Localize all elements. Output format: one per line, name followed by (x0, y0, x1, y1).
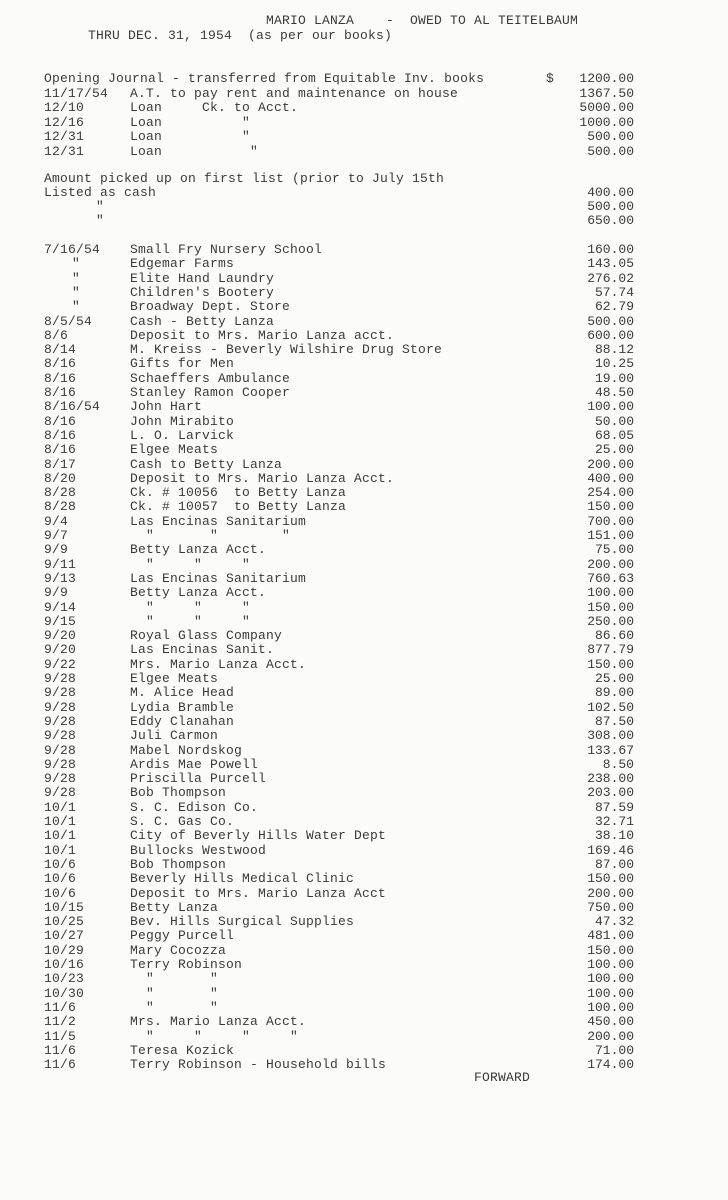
entry-date: 8/28 (44, 499, 77, 515)
entry-date: 7/16/54 (44, 242, 101, 257)
ditto-mark: " (96, 199, 105, 214)
entry-date: 9/22 (44, 656, 77, 672)
entry-amount: 100.00 (587, 399, 634, 415)
entry-amount: 143.05 (587, 256, 634, 272)
entry-date: 9/7 (44, 528, 69, 543)
entry-description: Lydia Bramble (130, 699, 235, 715)
entry-date: 8/16 (44, 356, 77, 372)
entry-amount: 32.71 (594, 814, 634, 829)
entry-date: 9/20 (44, 628, 77, 644)
entry-amount: 276.02 (587, 270, 634, 286)
entry-description: City of Beverly Hills Water Dept (130, 828, 387, 844)
entry-date: 10/1 (44, 828, 77, 844)
entry-amount: 150.00 (587, 499, 634, 515)
entry-amount: 48.50 (594, 385, 634, 400)
entry-description: Priscilla Purcell (130, 771, 267, 787)
entry-amount: 169.46 (587, 842, 634, 858)
entry-amount: 47.32 (594, 914, 634, 930)
entry-amount: 150.00 (587, 942, 634, 958)
entry-description: Ck. # 10057 to Betty Lanza (130, 499, 347, 515)
entry-date: 9/28 (44, 756, 77, 772)
section2-line2: Listed as cash (44, 185, 157, 200)
entry-description: S. C. Edison Co. (130, 799, 259, 815)
entry-description: M. Kreiss - Beverly Wilshire Drug Store (130, 342, 443, 358)
entry-amount: 500.00 (587, 143, 634, 159)
entry-description: Betty Lanza Acct. (130, 542, 267, 558)
entry-amount: 19.00 (594, 370, 634, 386)
entry-date: 9/28 (44, 742, 77, 758)
entry-description: Beverly Hills Medical Clinic (130, 871, 355, 887)
header-subtitle: THRU DEC. 31, 1954 (as per our books) (88, 28, 393, 43)
entry-date: 8/16 (44, 413, 77, 429)
entry-date: " (72, 270, 81, 286)
entry-description: Juli Carmon (130, 728, 219, 744)
entry-date: 11/6 (44, 999, 77, 1015)
entry-amount: 750.00 (587, 899, 634, 915)
entry-description: Elgee Meats (130, 442, 219, 458)
entry-amount: 600.00 (587, 327, 634, 343)
entry-description: Broadway Dept. Store (130, 299, 291, 315)
entry-amount: 200.00 (587, 885, 634, 901)
entry-description: A.T. to pay rent and maintenance on house (130, 86, 459, 101)
entry-date: 10/6 (44, 885, 77, 901)
entry-description: Elgee Meats (130, 671, 219, 686)
entry-date: 8/6 (44, 327, 69, 343)
entry-amount: 100.00 (587, 971, 634, 987)
section2-line1: Amount picked up on first list (prior to July 15th (44, 171, 445, 186)
entry-date: " (72, 256, 81, 272)
entry-amount: 500.00 (587, 313, 634, 329)
ditto-mark: " (96, 213, 105, 228)
opening-journal-text: Opening Journal - transferred from Equitable Inv. books (44, 71, 485, 86)
entry-description: Children's Bootery (130, 284, 275, 300)
entry-amount: 203.00 (587, 785, 634, 801)
entry-amount: 75.00 (594, 542, 634, 558)
entry-amount: 87.00 (594, 856, 634, 872)
entry-date: 8/5/54 (44, 313, 93, 329)
entry-date: 10/6 (44, 856, 77, 872)
entry-amount: 1367.50 (579, 86, 634, 101)
entry-amount: 151.00 (587, 528, 634, 543)
section2-amount: 650.00 (587, 213, 634, 228)
entry-description: John Mirabito (130, 413, 235, 429)
entry-amount: 500.00 (587, 129, 634, 145)
entry-description: Deposit to Mrs. Mario Lanza acct. (130, 327, 395, 343)
entry-description: Mary Cocozza (130, 942, 227, 958)
entry-amount: 68.05 (594, 427, 634, 443)
entry-date: 9/11 (44, 556, 77, 572)
entry-amount: 150.00 (587, 871, 634, 887)
entry-date: 9/9 (44, 585, 69, 601)
entry-description: Las Encinas Sanit. (130, 642, 275, 658)
entry-date: 11/17/54 (44, 86, 109, 101)
entry-amount: 160.00 (587, 242, 634, 257)
header-title: MARIO LANZA - OWED TO AL TEITELBAUM (266, 13, 579, 28)
entry-date: 9/13 (44, 570, 77, 586)
entry-date: 9/4 (44, 513, 69, 529)
entry-description: Deposit to Mrs. Mario Lanza Acct. (130, 470, 395, 486)
entry-description: Deposit to Mrs. Mario Lanza Acct (130, 885, 387, 901)
entry-description: S. C. Gas Co. (130, 814, 235, 829)
entry-description: Bob Thompson (130, 785, 227, 801)
entry-amount: 174.00 (587, 1057, 634, 1073)
entry-date: 9/15 (44, 613, 77, 629)
entry-description: Small Fry Nursery School (130, 242, 323, 257)
entry-description: Edgemar Farms (130, 256, 235, 272)
entry-amount: 1000.00 (579, 114, 634, 130)
entry-date: 8/16 (44, 385, 77, 400)
opening-amount: 1200.00 (579, 71, 634, 86)
entry-amount: 760.63 (587, 570, 634, 586)
entry-date: 8/14 (44, 342, 77, 358)
entry-description: Cash - Betty Lanza (130, 313, 275, 329)
entry-date: 11/2 (44, 1014, 77, 1030)
entry-date: 9/28 (44, 785, 77, 801)
entry-date: 9/28 (44, 671, 77, 686)
entry-date: 8/20 (44, 470, 77, 486)
entry-description: Mrs. Mario Lanza Acct. (130, 1014, 307, 1030)
entry-date: 8/16 (44, 442, 77, 458)
entry-description: Loan " (130, 129, 251, 145)
entry-description: Royal Glass Company (130, 628, 283, 644)
entry-amount: 200.00 (587, 456, 634, 472)
entry-date: 10/6 (44, 871, 77, 887)
entry-description: Terry Robinson (130, 957, 243, 972)
entry-date: 11/6 (44, 1057, 77, 1073)
entry-amount: 5000.00 (579, 100, 634, 116)
entry-date: 9/28 (44, 728, 77, 744)
entry-date: 10/16 (44, 957, 85, 972)
entry-date: 10/1 (44, 814, 77, 829)
entry-amount: 100.00 (587, 585, 634, 601)
entry-date: 11/6 (44, 1042, 77, 1058)
entry-date: 10/15 (44, 899, 85, 915)
entry-description: Ck. # 10056 to Betty Lanza (130, 485, 347, 501)
entry-date: 10/25 (44, 914, 85, 930)
entry-description: Peggy Purcell (130, 928, 235, 944)
entry-description: Ardis Mae Powell (130, 756, 259, 772)
entry-amount: 400.00 (587, 470, 634, 486)
entry-amount: 100.00 (587, 957, 634, 972)
entry-date: 9/20 (44, 642, 77, 658)
entry-description: Loan " (130, 114, 251, 130)
entry-amount: 89.00 (594, 685, 634, 701)
entry-amount: 254.00 (587, 485, 634, 501)
entry-amount: 71.00 (594, 1042, 634, 1058)
entry-date: 10/1 (44, 842, 77, 858)
entry-description: " " " (130, 556, 251, 572)
entry-description: " " " (130, 613, 251, 629)
entry-amount: 450.00 (587, 1014, 634, 1030)
entry-date: 9/28 (44, 685, 77, 701)
entry-description: " " " (130, 528, 291, 543)
entry-amount: 57.74 (594, 284, 634, 300)
entry-description: Las Encinas Sanitarium (130, 570, 307, 586)
entry-amount: 150.00 (587, 656, 634, 672)
entry-amount: 87.50 (594, 713, 634, 729)
entry-description: Bev. Hills Surgical Supplies (130, 914, 355, 930)
entry-description: Gifts for Men (130, 356, 235, 372)
entry-amount: 25.00 (594, 671, 634, 686)
entry-description: Betty Lanza Acct. (130, 585, 267, 601)
entry-amount: 250.00 (587, 613, 634, 629)
entry-date: 10/29 (44, 942, 85, 958)
entry-description: L. O. Larvick (130, 427, 235, 443)
entry-description: Cash to Betty Lanza (130, 456, 283, 472)
entry-date: 12/16 (44, 114, 85, 130)
entry-amount: 100.00 (587, 999, 634, 1015)
entry-date: " (72, 299, 81, 315)
entry-description: " " " " (130, 1028, 299, 1044)
entry-date: 8/17 (44, 456, 77, 472)
entry-date: 11/5 (44, 1028, 77, 1044)
entry-amount: 150.00 (587, 599, 634, 615)
entry-description: " " (130, 985, 219, 1001)
entry-description: Eddy Clanahan (130, 713, 235, 729)
forward-label: FORWARD (474, 1070, 531, 1085)
entry-date: 9/9 (44, 542, 69, 558)
entry-description: " " (130, 971, 219, 987)
entry-amount: 25.00 (594, 442, 634, 458)
entry-date: 12/31 (44, 143, 85, 159)
entry-date: 10/23 (44, 971, 85, 987)
entry-amount: 38.10 (594, 828, 634, 844)
entry-description: " " (130, 999, 219, 1015)
entry-amount: 87.59 (594, 799, 634, 815)
entry-amount: 102.50 (587, 699, 634, 715)
entry-description: Bullocks Westwood (130, 842, 267, 858)
entry-amount: 8.50 (602, 756, 634, 772)
entry-amount: 10.25 (594, 356, 634, 372)
entry-description: Schaeffers Ambulance (130, 370, 291, 386)
entry-description: John Hart (130, 399, 203, 415)
entry-description: Mrs. Mario Lanza Acct. (130, 656, 307, 672)
entry-description: Teresa Kozick (130, 1042, 235, 1058)
entry-amount: 200.00 (587, 556, 634, 572)
entry-description: Stanley Ramon Cooper (130, 385, 291, 400)
dollar-sign: $ (546, 71, 555, 86)
entry-amount: 100.00 (587, 985, 634, 1001)
entry-amount: 700.00 (587, 513, 634, 529)
entry-description: " " " (130, 599, 251, 615)
entry-date: 9/28 (44, 699, 77, 715)
entry-amount: 88.12 (594, 342, 634, 358)
entry-date: 12/31 (44, 129, 85, 145)
entry-date: 12/10 (44, 100, 85, 116)
entry-date: 10/1 (44, 799, 77, 815)
entry-amount: 133.67 (587, 742, 634, 758)
entry-date: 10/27 (44, 928, 85, 944)
entry-description: Loan Ck. to Acct. (130, 100, 299, 116)
entry-description: Bob Thompson (130, 856, 227, 872)
entry-date: 8/16 (44, 370, 77, 386)
entry-amount: 238.00 (587, 771, 634, 787)
entry-amount: 86.60 (594, 628, 634, 644)
entry-amount: 50.00 (594, 413, 634, 429)
entry-date: 8/28 (44, 485, 77, 501)
entry-amount: 877.79 (587, 642, 634, 658)
entry-date: 9/14 (44, 599, 77, 615)
entry-amount: 200.00 (587, 1028, 634, 1044)
entry-amount: 481.00 (587, 928, 634, 944)
section2-amount: 500.00 (587, 199, 634, 214)
entry-date: 8/16/54 (44, 399, 101, 415)
entry-amount: 308.00 (587, 728, 634, 744)
entry-description: Mabel Nordskog (130, 742, 243, 758)
entry-date: 10/30 (44, 985, 85, 1001)
entry-description: Loan " (130, 143, 259, 159)
entry-date: 9/28 (44, 713, 77, 729)
section2-amount: 400.00 (587, 185, 634, 200)
entry-amount: 62.79 (594, 299, 634, 315)
entry-date: 8/16 (44, 427, 77, 443)
entry-description: Las Encinas Sanitarium (130, 513, 307, 529)
entry-date: 9/28 (44, 771, 77, 787)
entry-description: M. Alice Head (130, 685, 235, 701)
entry-description: Elite Hand Laundry (130, 270, 275, 286)
entry-date: " (72, 284, 81, 300)
entry-description: Betty Lanza (130, 899, 219, 915)
entry-description: Terry Robinson - Household bills (130, 1057, 387, 1073)
